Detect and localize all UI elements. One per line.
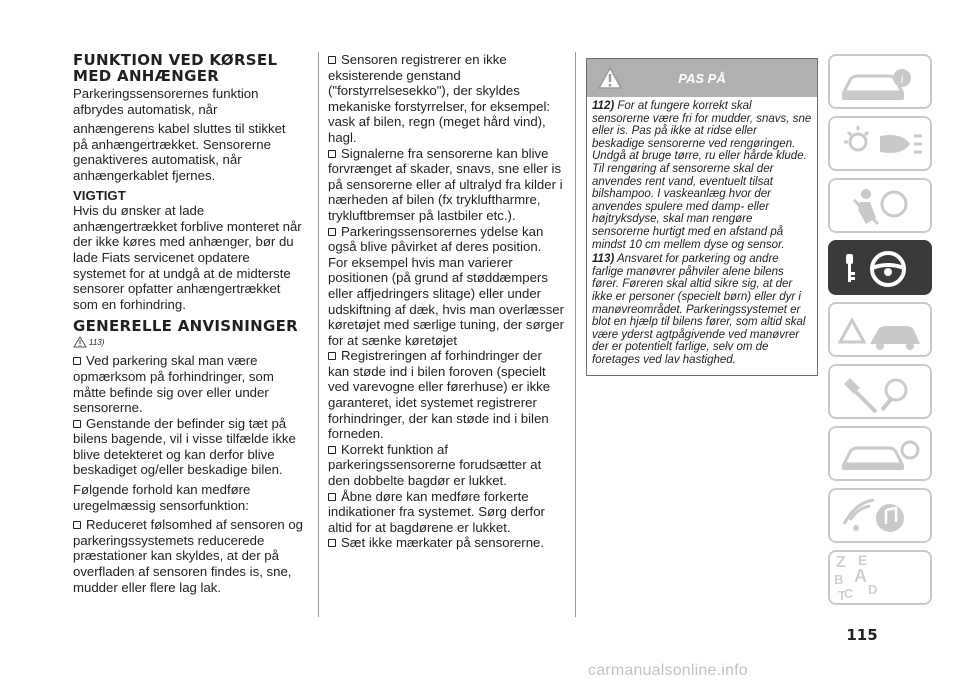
section-heading-trailer: FUNKTION VED KØRSEL MED ANHÆNGER — [73, 51, 278, 85]
bullet-item — [328, 146, 564, 224]
warning-item-number: 112) — [592, 100, 615, 112]
bullet-box-icon — [328, 150, 336, 158]
index-letter: T — [838, 588, 846, 603]
svg-text:i: i — [900, 71, 904, 86]
bullet-text: Genstande der befinder sig tæt på bilens bagende, vil i visse tilfælde ikke blive detekteret og kan derfor blive beskadiget og/eller beskadige bilen. — [73, 415, 296, 478]
chapter-tab-specs[interactable] — [828, 426, 932, 481]
chapter-tab-car-info[interactable] — [828, 54, 932, 109]
bullet-text: Åbne døre kan medføre forkerte indikationer fra systemet. Sørg derfor altid for at bagdørene er lukket. — [328, 488, 545, 535]
warning-item-text: Ansvaret for parkering og andre farlige manøvrer påhviler alene bilens fører. Føreren skal altid sikre sig, at der ikke er personer (specielt børn) eller dyr i manøvreområdet. Parkeringssystemet er blot en hjælp til bilens fører, som altid skal være yderst agtpågivende ved manøvrer der er potentielt farlige, selv om de foretages ved lav hastighed. — [592, 253, 806, 366]
bullet-text: Ved parkering skal man være opmærksom på forhindringer, som måtte befinde sig over eller under sensorerne. — [73, 353, 274, 416]
bullet-box-icon — [73, 357, 81, 365]
bullet-item — [328, 535, 564, 551]
bullet-item — [328, 442, 564, 489]
bullet-item — [328, 52, 564, 146]
bullet-item — [328, 348, 564, 442]
warning-body — [587, 97, 817, 366]
bullet-box-icon — [328, 539, 336, 547]
bullet-text: Sensoren registrerer en ikke eksisterende genstand ("forstyrrelsesekko"), der skyldes mekaniske forstyrrelser, for eksempel: vask af bilen, regn (meget hård vind), hagl. — [328, 52, 551, 145]
chapter-tab-safety[interactable] — [828, 178, 932, 233]
chapter-tab-multimedia[interactable] — [828, 488, 932, 543]
bullet-box-icon — [328, 56, 336, 64]
column-divider — [575, 52, 576, 617]
index-letter: A — [854, 566, 867, 586]
bullet-text: Reduceret følsomhed af sensoren og parkeringssystemets reducerede præstationer kan skyldes, at der på overfladen af sensoren findes is, sne, mudder eller flere lag lak. — [73, 517, 303, 595]
warning-title: PAS PÅ — [678, 71, 726, 86]
airbag-safety-icon — [830, 180, 934, 235]
paragraph: Følgende forhold kan medføre uregelmæssig sensorfunktion: — [73, 482, 251, 513]
multimedia-icon — [830, 490, 934, 545]
bullet-item — [328, 224, 564, 349]
bullet-item — [73, 416, 303, 478]
important-title: VIGTIGT — [73, 187, 126, 203]
warning-item-text: For at fungere korrekt skal sensorerne være fri for mudder, snavs, sne eller is. Pas på ikke at ridse eller beskadige sensorerne ved rengøringen. Undgå at bruge tørre, ru eller hårde klude. Til rengøring af sensorerne skal der anvendes rent vand, eventuelt tilsat bilshampoo. I vaskeanlæg hvor der anvendes spulere med damp- eller højtryksdyse, skal man rengøre sensorerne hurtigt med en afstand på mindst 10 cm mellem dyse og sensor. — [592, 100, 812, 251]
warning-triangle-icon — [73, 336, 87, 351]
bullet-box-icon — [328, 493, 336, 501]
car-info-icon — [830, 56, 934, 111]
maintenance-tools-icon — [830, 366, 934, 421]
chapter-sidebar — [828, 54, 932, 614]
bullet-item — [73, 353, 303, 415]
paragraph: Parkeringssensorernes funktion afbrydes automatisk, når — [73, 86, 259, 117]
warning-panel — [586, 58, 818, 376]
page-number: 115 — [846, 626, 878, 644]
bullet-box-icon — [73, 521, 81, 529]
bullet-text: Parkeringssensorernes ydelse kan også blive påvirket af deres position. For eksempel hvis man varierer positionen (på grund af støddæmpers eller affjedringers slitage) eller under udskiftning af dæk, hvis man overlæsser køretøjet med særlige tuning, der sørger for at sænke køretøjet — [328, 223, 565, 348]
bullet-text: Korrekt funktion af parkeringssensorerne forudsætter at den dobbelte bagdør er lukket. — [328, 441, 542, 489]
index-letter: D — [868, 582, 878, 597]
column-left — [73, 52, 303, 595]
column-divider — [318, 52, 319, 617]
section-heading-general: GENERELLE ANVISNINGER — [73, 317, 298, 336]
car-specs-icon — [830, 428, 934, 483]
warning-item — [592, 100, 812, 251]
chapter-tab-index[interactable] — [828, 550, 932, 605]
dashboard-lights-icon — [830, 118, 934, 173]
paragraph: anhængerens kabel sluttes til stikket på anhængertrækket. Sensorerne genaktiveres automatisk, når anhængerkablet fjernes. — [73, 121, 286, 183]
warning-item-number: 113) — [592, 253, 615, 266]
warning-reference — [73, 336, 303, 351]
bullet-text: Signalerne fra sensorerne kan blive forvrænget af skader, snavs, sne eller is på sensorerne eller af ultralyd fra kilder i nærheden af bilen (fx trykluftharmre, trykluftbremser på lastbiler etc.). — [328, 145, 563, 223]
bullet-box-icon — [328, 228, 336, 236]
chapter-tab-dashboard[interactable] — [828, 116, 932, 171]
bullet-item — [73, 517, 303, 595]
bullet-text: Registreringen af forhindringer der kan støde ind i bilen foroven (specielt ved varevogne eller førerhuse) er ikke garanteret, idet systemet registrerer forhindringer, der kan støde ind i bilen forneden. — [328, 348, 551, 442]
car-emergency-icon — [830, 304, 934, 359]
chapter-tab-maintenance[interactable] — [828, 364, 932, 419]
bullet-item — [328, 489, 564, 536]
bullet-box-icon — [73, 420, 81, 428]
bullet-box-icon — [328, 352, 336, 360]
index-letter: C — [844, 586, 854, 601]
key-steering-wheel-icon — [830, 242, 934, 297]
index-letter: E — [858, 552, 868, 568]
index-letter: Z — [836, 554, 846, 571]
warning-panel-header — [587, 59, 817, 97]
column-middle — [328, 52, 564, 551]
bullet-box-icon — [328, 446, 336, 454]
important-text: Hvis du ønsker at lade anhængertrækket forblive monteret når der ikke køres med anhænger, bør du lade Fiats servicenet opdatere systemet for at undgå at de midterste sensorer opfatter anhængertrækket som en forhindring. — [73, 203, 302, 312]
index-letter: B — [834, 572, 844, 587]
reference-number: 113) — [89, 338, 105, 348]
bullet-text: Sæt ikke mærkater på sensorerne. — [341, 535, 545, 551]
chapter-tab-emergency[interactable] — [828, 302, 932, 357]
watermark: carmanualsonline.info — [588, 662, 748, 679]
chapter-tab-starting-driving[interactable] — [828, 240, 932, 295]
warning-item — [592, 253, 812, 366]
